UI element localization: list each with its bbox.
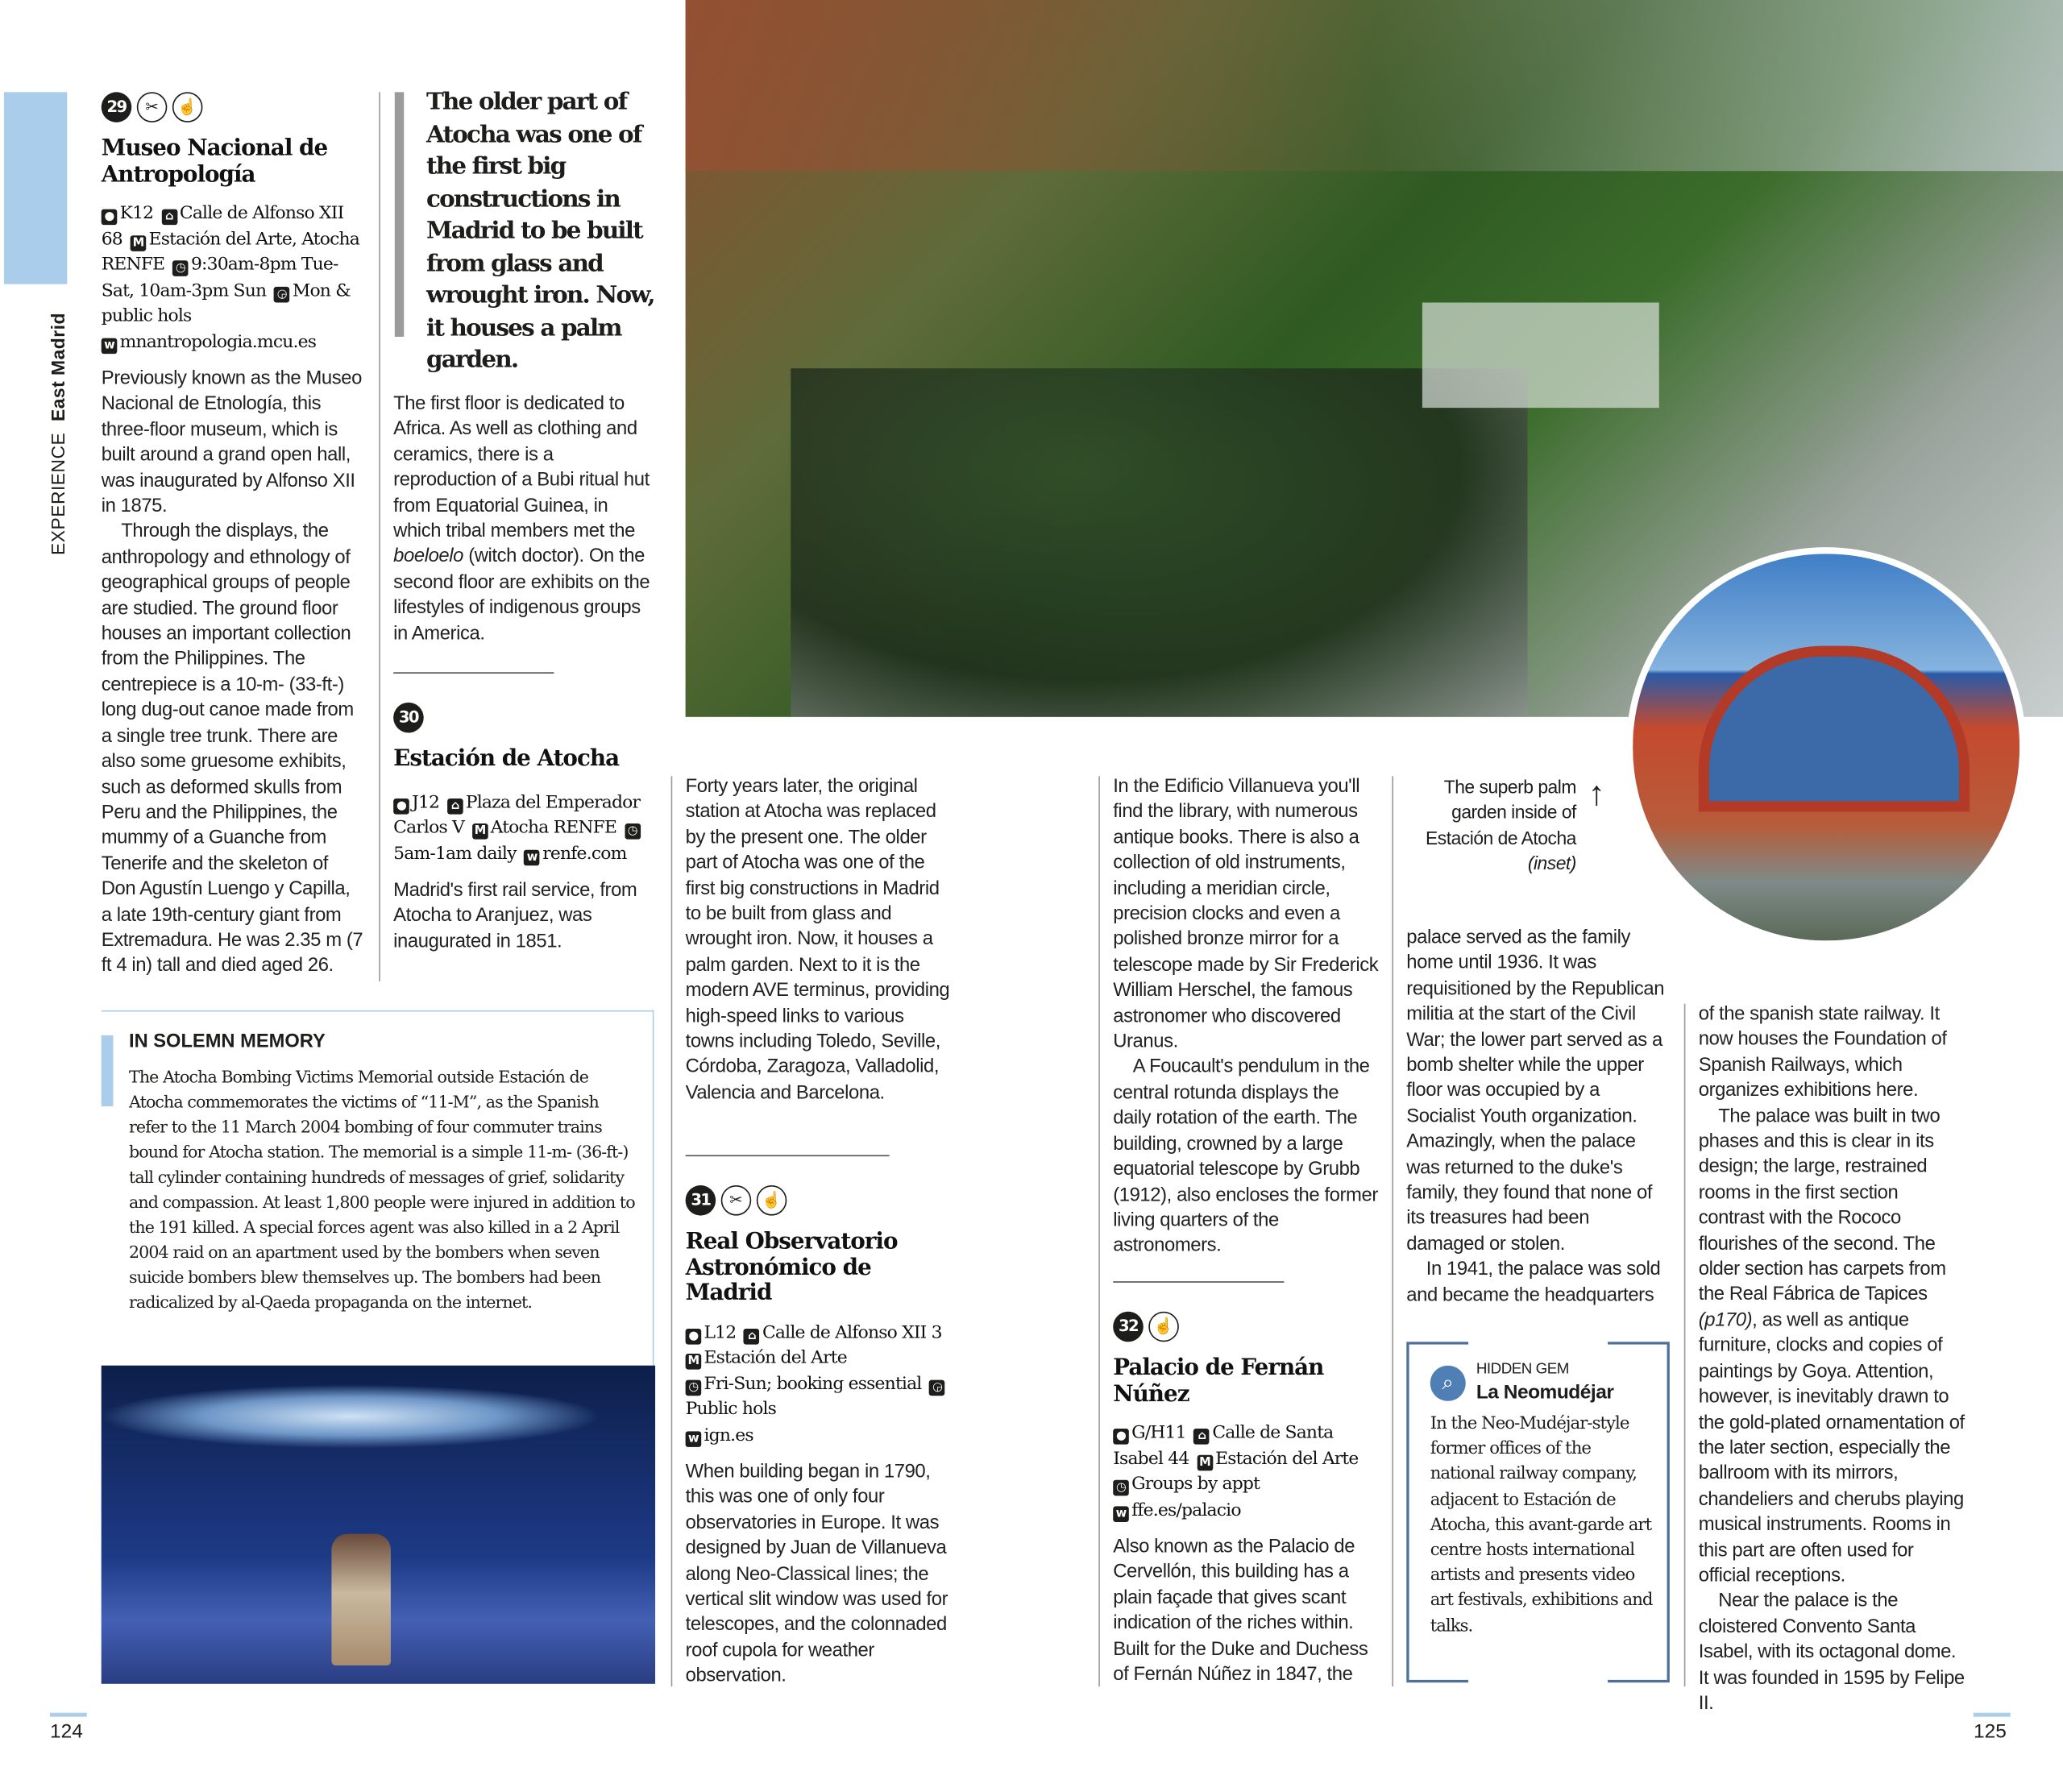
- hours: 9:30am-8pm Tue-Sat, 10am-3pm Sun: [101, 255, 338, 301]
- entry-info: ● G/H11 ⌂ Calle de Santa Isabel 44 M Estación del Arte◷ Groups by appt w ffe.es/palacio: [1113, 1423, 1359, 1520]
- website-link[interactable]: ffe.es/palacio: [1131, 1500, 1241, 1520]
- entry-number: 29: [102, 92, 132, 122]
- paragraph: In the Edificio Villanueva you'll find the library, with numerous antique books. There is also a collection of old instruments, including a meridian circle, precision clocks and even a polished bronze mirror for a telescope made by Sir Frederick William Herschel, the famous astronomer who discovered Uranus.: [1113, 776, 1379, 1053]
- closed-icon: ◶: [274, 286, 290, 302]
- entry-30: [393, 703, 657, 956]
- photo-caption: The superb palm garden inside of Estación de Atocha (inset): [1426, 776, 1576, 874]
- pull-quote-bar: [395, 92, 404, 337]
- divider: [1113, 1281, 1284, 1283]
- website-link[interactable]: ign.es: [704, 1425, 753, 1446]
- page-number-rule-right: [1974, 1713, 2011, 1717]
- entry-32-continued: [1406, 926, 1670, 1309]
- entry-32-continued-2: [1699, 1002, 1967, 1717]
- paragraph: A Foucault's pendulum in the central rotunda displays the daily rotation of the earth. The building, crowned by a large equatorial telescope by Grubb (1912), also encloses the former living quarters of the astronomers.: [1113, 1056, 1378, 1257]
- entry-body: [102, 367, 365, 980]
- metro-icon: M: [131, 234, 147, 251]
- column-divider: [671, 776, 673, 1686]
- home-icon: ⌂: [744, 1328, 760, 1344]
- map-pin-icon: ●: [1113, 1429, 1129, 1445]
- column-divider: [1684, 1004, 1686, 1686]
- paragraph: Also known as the Palacio de Cervellón, this building has a plain façade that gives scant indication of the riches within. Built for the Duke and Duchess of Fernán Núñez in 1847, the: [1113, 1536, 1368, 1686]
- page-number-left: 124: [50, 1720, 83, 1744]
- entry-30-continued: [686, 775, 953, 1107]
- website-link[interactable]: mnantropologia.mcu.es: [119, 332, 317, 352]
- column-divider: [1392, 776, 1393, 1686]
- entry-title: Real Observatorio Astronómico de Madrid: [685, 1228, 898, 1307]
- entry-number: 31: [686, 1185, 716, 1216]
- clock-icon: ◷: [686, 1379, 702, 1396]
- hidden-gem-box: [1406, 1342, 1670, 1682]
- clock-icon: ◷: [172, 260, 189, 276]
- entry-info: ● L12 ⌂ Calle de Alfonso XII 3M Estación del Arte ◷ Fri-Sun; booking essential ◶Public hols w ign.es: [686, 1320, 953, 1448]
- map-pin-icon: ●: [393, 798, 409, 814]
- memorial-photo: [102, 1366, 655, 1684]
- address: Calle de Alfonso XII 68: [101, 204, 344, 250]
- page-number-rule-left: [50, 1713, 87, 1717]
- entry-info: ● J12 ⌂ Plaza del Emperador Carlos V M Atocha RENFE ◷5am-1am daily w renfe.com: [393, 792, 641, 864]
- metro: Estación del Arte, Atocha RENFE: [101, 229, 360, 276]
- ticket-icon: ✂: [137, 92, 168, 122]
- magnifier-icon: ⌕: [1430, 1366, 1466, 1401]
- map-pin-icon: ●: [686, 1328, 702, 1344]
- entry-title: Estación de Atocha: [393, 745, 620, 773]
- box-accent-bar: [102, 1035, 114, 1106]
- section-label: [48, 313, 68, 555]
- paragraph: Near the palace is the cloistered Convento Santa Isabel, with its octagonal dome. It was founded in 1595 by Felipe II.: [1698, 1591, 1965, 1715]
- home-icon: ⌂: [1194, 1429, 1210, 1445]
- map-pin-icon: ●: [102, 209, 118, 226]
- home-icon: ⌂: [161, 209, 177, 226]
- hand-icon: ☝: [172, 92, 203, 122]
- box-text: The Atocha Bombing Victims Memorial outside Estación de Atocha commemorates the victims of “11-M”, as the Spanish refer to the 11 March 2004 bombing of four commuter trains bound for Atocha station. The memorial is a simple 11-m- (36-ft-) tall cylinder containing hundreds of messages of grief, solidarity and compassion. At least 1,800 people were injured in addition to the 191 killed. A special forces agent was also killed in a 2 April 2004 raid on an apartment used by the bombers when seven suicide bombers blew themselves up. The bombers had been radicalized by al-Qaeda propaganda on the internet.: [128, 1067, 635, 1312]
- entry-info: [102, 201, 365, 355]
- website-link[interactable]: renfe.com: [542, 844, 627, 864]
- arrow-up-icon: ↑: [1588, 773, 1605, 813]
- section-tab: [4, 92, 67, 284]
- metro-icon: M: [472, 823, 488, 840]
- area-name: East Madrid: [47, 313, 68, 422]
- closed-icon: ◶: [929, 1379, 945, 1396]
- clock-icon: ◷: [1113, 1480, 1129, 1496]
- paragraph: When building began in 1790, this was one of only four observatories in Europe. It was designed by Juan de Villanueva along Neo-Classical lines; the vertical slit window was used for telescopes, and the colonnaded roof cupola for weather observation.: [685, 1461, 948, 1687]
- page-number-right: 125: [1973, 1720, 2007, 1744]
- metro-icon: M: [686, 1354, 702, 1370]
- column-divider: [379, 92, 380, 981]
- map-ref: K12: [119, 204, 154, 224]
- entry-title: Museo Nacional de Antropología: [101, 135, 328, 188]
- box-title: IN SOLEMN MEMORY: [128, 1031, 326, 1053]
- in-solemn-memory-box: [102, 1010, 654, 1366]
- home-icon: ⌂: [447, 798, 463, 814]
- entry-29: [102, 92, 365, 980]
- entry-number: 30: [393, 703, 424, 733]
- entry-31: [686, 1185, 953, 1690]
- clock-icon: ◷: [625, 823, 641, 840]
- paragraph: of the spanish state railway. It now houses the Foundation of Spanish Railways, which organizes exhibitions here.: [1698, 1003, 1947, 1101]
- hidden-gem-label: HIDDEN GEM: [1476, 1361, 1569, 1378]
- entry-32: [1113, 1312, 1380, 1689]
- paragraph: palace served as the family home until 1936. It was requisitioned by the Republican militia at the start of the Civil War; the lower part served as a bomb shelter while the upper floor was occupied by a Socialist Youth organization. Amazingly, when the palace was returned to the duke's family, they found that none of its treasures had been damaged or stolen.: [1406, 927, 1665, 1255]
- paragraph: The palace was built in two phases and this is clear in its design; the large, restrained rooms in the first section contrast with the Rococo flourishes of the second. The older section has carpets from the Real Fábrica de Tapices (p170), as well as antique furniture, clocks and copies of paintings by Goya. Attention, however, is inevitably drawn to the gold-plated ornamentation of the later section, especially the ballroom with its mirrors, chandeliers and cherubs playing musical instruments. Rooms in this part are often used for official receptions.: [1698, 1105, 1965, 1587]
- paragraph: In 1941, the palace was sold and became the headquarters: [1406, 1259, 1661, 1306]
- divider: [393, 672, 554, 674]
- paragraph: Through the displays, the anthropology and ethnology of geographical groups of people are studied. The ground floor houses an important collection from the Philippines. The centrepiece is a 10-m- (33-ft-) long dug-out canoe made from a single tree trunk. There are also some gruesome exhibits, such as deformed skulls from Peru and the Philippines, the mummy of a Guanche from Tenerife and the skeleton of Don Agustín Luengo y Capilla, a late 19th-century giant from Extremadura. He was 2.35 m (7 ft 4 in) tall and died aged 26.: [101, 521, 363, 977]
- entry-29-continued: The first floor is dedicated to Africa. As well as clothing and ceramics, there is a reproduction of a Bubi ritual hut from Equatorial Guinea, in which tribal members met the boeloelo (witch doctor). On the second floor are exhibits on the lifestyles of indigenous groups in America.: [393, 393, 650, 645]
- hand-icon: ☝: [1148, 1312, 1179, 1342]
- entry-31-continued: [1113, 775, 1380, 1260]
- section-name: EXPERIENCE: [47, 432, 68, 555]
- web-icon: w: [686, 1431, 702, 1447]
- closed: Mon & public hols: [101, 280, 351, 326]
- ticket-icon: ✂: [721, 1185, 752, 1216]
- paragraph: Forty years later, the original station at Atocha was replaced by the present one. The older part of Atocha was one of the first big constructions in Madrid to be built from glass and wrought iron. Now, it houses a palm garden. Next to it is the modern AVE terminus, providing high-speed links to various towns including Toledo, Seville, Córdoba, Zaragoza, Valladolid, Valencia and Barcelona.: [685, 776, 950, 1104]
- pull-quote: The older part of Atocha was one of the first big constructions in Madrid to be built from glass and wrought iron. Now, it houses a palm garden.: [425, 88, 654, 374]
- station-exterior-inset-photo: [1626, 547, 2026, 947]
- divider: [686, 1155, 890, 1156]
- paragraph: Madrid's first rail service, from Atocha to Aranjuez, was inaugurated in 1851.: [393, 880, 637, 952]
- hidden-gem-title: La Neomudéjar: [1476, 1381, 1614, 1404]
- hidden-gem-text: In the Neo-Mudéjar-style former offices of the national railway company, adjacent to Estación de Atocha, this avant-garde art centre hosts international artists and presents video art festivals, exhibitions and talks.: [1430, 1414, 1653, 1636]
- entry-number: 32: [1113, 1312, 1144, 1342]
- web-icon: w: [524, 849, 540, 865]
- hand-icon: ☝: [757, 1185, 787, 1216]
- column-divider: [1098, 776, 1100, 1686]
- paragraph: Previously known as the Museo Nacional de Etnología, this three-floor museum, which is built around a grand open hall, was inaugurated by Alfonso XII in 1875.: [101, 368, 362, 517]
- web-icon: w: [1113, 1506, 1129, 1522]
- metro-icon: M: [1197, 1454, 1213, 1471]
- visitor-figures: [331, 1534, 390, 1665]
- web-icon: w: [102, 338, 118, 354]
- entry-title: Palacio de Fernán Núñez: [1113, 1354, 1324, 1408]
